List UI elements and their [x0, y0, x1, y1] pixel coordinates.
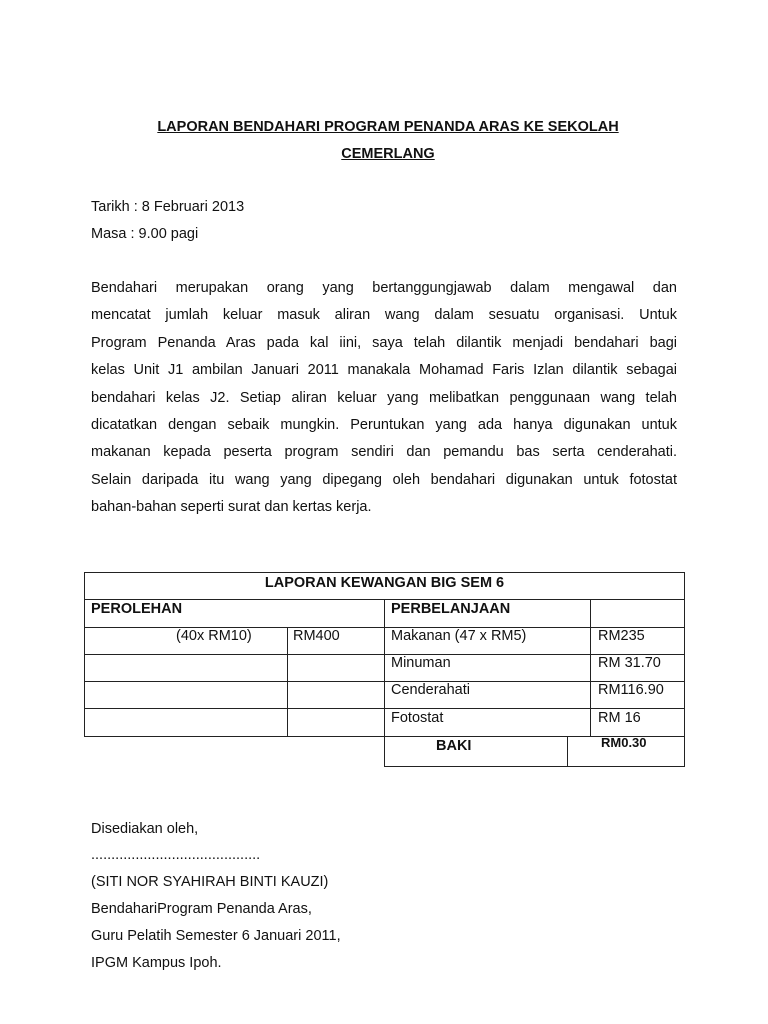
prepared-by-label: Disediakan oleh,: [91, 821, 199, 837]
expense-item: Minuman: [391, 655, 451, 671]
signatory-role: BendahariProgram Penanda Aras,: [91, 901, 312, 917]
signatory-institution: IPGM Kampus Ipoh.: [91, 955, 222, 971]
balance-label: BAKI: [436, 738, 472, 754]
paragraph-line: Selain daripada itu wang yang dipegang oleh bendahari digunakan untuk fotostat: [91, 471, 677, 488]
paragraph-line: makanan kepada peserta program sendiri dan pemandu bas serta cenderahati.: [91, 444, 677, 461]
paragraph-line: Bendahari merupakan orang yang bertanggungjawab dalam mengawal dan: [91, 280, 677, 296]
expense-amount: RM 31.70: [598, 655, 661, 671]
expense-amount: RM 16: [598, 710, 641, 726]
balance-value: RM0.30: [601, 735, 647, 750]
expense-item: Makanan (47 x RM5): [391, 628, 527, 644]
signatory-position: Guru Pelatih Semester 6 Januari 2011,: [91, 928, 341, 944]
income-description: (40x RM10): [176, 628, 252, 644]
expense-header: PERBELANJAAN: [391, 601, 511, 617]
income-header: PEROLEHAN: [91, 601, 183, 617]
report-title-line-1: LAPORAN BENDAHARI PROGRAM PENANDA ARAS KE SEKOLAH: [157, 119, 619, 135]
report-paragraph: [91, 275, 677, 522]
paragraph-line: bendahari kelas J2. Setiap aliran keluar yang melibatkan penggunaan wang telah: [91, 389, 677, 406]
table-divider: [384, 599, 385, 737]
expense-item: Cenderahati: [391, 682, 470, 698]
report-date: Tarikh : 8 Februari 2013: [91, 199, 245, 215]
income-amount: RM400: [293, 628, 340, 644]
signature-line: ..........................................: [91, 847, 261, 863]
table-divider: [287, 627, 288, 737]
signatory-name: (SITI NOR SYAHIRAH BINTI KAUZI): [91, 874, 329, 890]
report-time: Masa : 9.00 pagi: [91, 226, 199, 242]
expense-amount: RM116.90: [598, 682, 664, 698]
expense-item: Fotostat: [391, 710, 444, 726]
paragraph-line: mencatat jumlah keluar masuk aliran wang dalam sesuatu organisasi. Untuk: [91, 307, 677, 324]
paragraph-line: kelas Unit J1 ambilan Januari 2011 manakala Mohamad Faris Izlan dilantik sebagai: [91, 362, 677, 379]
paragraph-line: Program Penanda Aras pada kal iini, saya telah dilantik menjadi bendahari bagi: [91, 334, 677, 351]
table-title: LAPORAN KEWANGAN BIG SEM 6: [264, 575, 505, 591]
table-divider: [590, 599, 591, 737]
paragraph-line: dicatatkan dengan sebaik mungkin. Peruntukan yang ada hanya digunakan untuk: [91, 416, 677, 433]
report-title-line-2: CEMERLANG: [341, 146, 435, 162]
table-divider: [567, 736, 568, 767]
expense-amount: RM235: [598, 628, 645, 644]
paragraph-line: bahan-bahan seperti surat dan kertas kerja.: [91, 499, 372, 516]
